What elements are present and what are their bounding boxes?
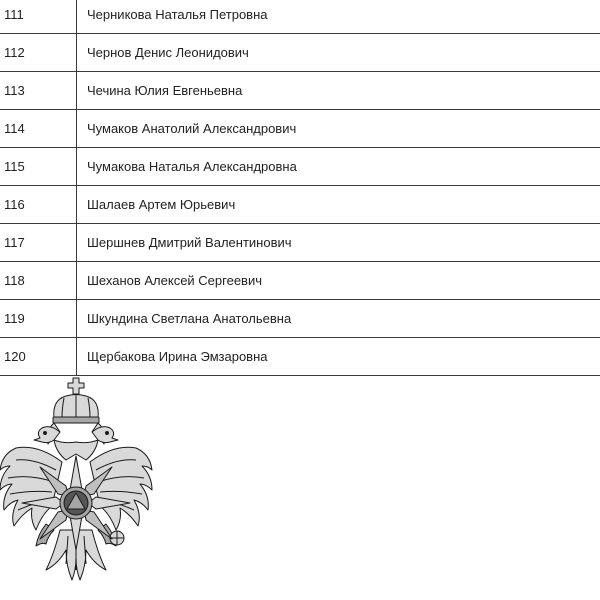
person-name: Шалаев Артем Юрьевич (77, 186, 600, 224)
person-name: Чумаков Анатолий Александрович (77, 110, 600, 148)
table-row (0, 224, 600, 262)
table-row (0, 300, 600, 338)
person-name: Черникова Наталья Петровна (77, 0, 600, 34)
mchs-eagle-emblem-icon (0, 374, 156, 592)
table-row (0, 110, 600, 148)
row-number: 114 (0, 110, 77, 148)
table-row (0, 34, 600, 72)
table-row (0, 72, 600, 110)
row-number: 113 (0, 72, 77, 110)
person-name: Чумакова Наталья Александровна (77, 148, 600, 186)
table-row (0, 338, 600, 376)
row-number: 116 (0, 186, 77, 224)
person-name: Чернов Денис Леонидович (77, 34, 600, 72)
row-number: 118 (0, 262, 77, 300)
row-number: 112 (0, 34, 77, 72)
person-name: Щербакова Ирина Эмзаровна (77, 338, 600, 376)
person-name: Шкундина Светлана Анатольевна (77, 300, 600, 338)
table-row (0, 186, 600, 224)
person-name: Шершнев Дмитрий Валентинович (77, 224, 600, 262)
table-row (0, 262, 600, 300)
table-row (0, 148, 600, 186)
table-row (0, 0, 600, 34)
person-name: Чечина Юлия Евгеньевна (77, 72, 600, 110)
row-number: 120 (0, 338, 77, 376)
row-number: 115 (0, 148, 77, 186)
person-name: Шеханов Алексей Сергеевич (77, 262, 600, 300)
row-number: 119 (0, 300, 77, 338)
row-number: 117 (0, 224, 77, 262)
row-number: 111 (0, 0, 77, 34)
